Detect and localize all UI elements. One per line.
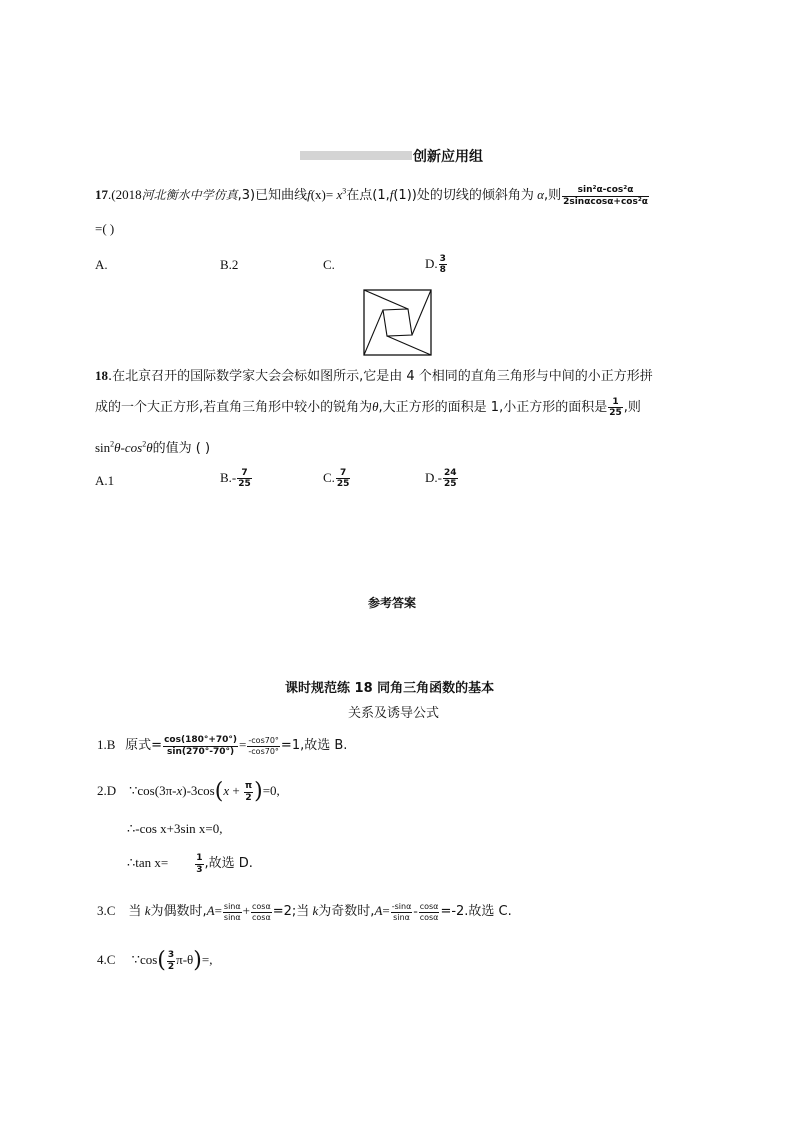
answers-heading: 参考答案 (368, 596, 417, 610)
q18-number: 18 (95, 368, 108, 383)
q18-line-1: 18.在北京召开的国际数学家大会会标如图所示,它是由 4 个相同的直角三角形与中间的小正方形拼 (95, 368, 653, 384)
q18-line-2: 成的一个大正方形,若直角三角形中较小的锐角为θ,大正方形的面积是 1,小正方形的面积是 $\frac{1}{25}$ ,则 (95, 396, 641, 418)
answer-2-line-3: ∴tan x= $\frac{1}{3}$ ,故选 D. (127, 853, 253, 875)
q17-blank: =( ) (95, 221, 115, 236)
answer-1: 1.B 原式= $\frac{\cos(180^\circ+70^\circ)}{\sin(270^\circ-70^\circ)}$ = $\frac{-\cos 70^\circ}{-\cos 70^\circ}$ =1,故选 B. (97, 735, 348, 757)
answer-3: 3.C 当 k为偶数时,A= $\frac{\sin\alpha}{\sin\alpha}$ + $\frac{\cos\alpha}{\cos\alpha}$ =2;当 k为奇数时,A= $\frac{-\sin\alpha}{\sin\alpha}$ - $\frac{\cos\alpha}{\cos\alpha}$ =-2.故选 C. (97, 902, 512, 922)
q17-fraction: $\frac{\text{sin²α-cos²α}}{\text{2sinαcosα+cos²α}}$ (563, 185, 648, 207)
answer-2-line-1: 2.D ∵cos(3π-x)-3cos(x + $\frac{\pi}{2}$ )=0, (97, 779, 280, 804)
q18-line-3: $\sin^2\theta-\cos^2\theta$的值为 ( ) (95, 439, 211, 456)
section-bar (300, 151, 412, 160)
triangle-edge-2 (412, 290, 431, 335)
triangle-edge-1 (364, 290, 408, 309)
answer-4-tag: 4.C (97, 951, 116, 967)
triangle-edge-4 (364, 310, 383, 355)
answer-1-tag: 1.B (97, 737, 116, 752)
q18-option-c[interactable]: C. $\frac{7}{25}$ (323, 468, 350, 490)
answer-4: 4.C ∵cos( $\frac{3}{2}$ π-θ)=, (97, 948, 213, 973)
answer-2-tag: 2.D (97, 782, 117, 798)
q17-number: 17 (95, 187, 108, 202)
q17-stem: 17.(2018河北衡水中学仿真,3)已知曲线$f(x)= x^3$在点(1,f(1))处的切线的倾斜角为 α,则 $\frac{\text{sin²α-cos²α}}{\text{2sinαcosα+cos²α}}$ (95, 185, 648, 207)
q17-option-b[interactable]: B.2 (220, 257, 239, 272)
q18-option-a[interactable]: A.1 (95, 473, 115, 488)
inner-square (383, 309, 412, 336)
section-title: 创新应用组 (413, 149, 483, 165)
lesson-title-line-2: 关系及诱导公式 (348, 706, 440, 721)
q18-option-d[interactable]: D.- $\frac{24}{25}$ (425, 468, 457, 490)
q17-option-c[interactable]: C. (323, 257, 335, 272)
triangle-edge-3 (387, 336, 431, 355)
q17-option-d[interactable]: D. $\frac{3}{8}$ (425, 254, 446, 276)
pinwheel-square-figure (363, 289, 433, 357)
answer-2-line-2: ∴-cos x+3sin x=0, (127, 821, 223, 836)
answer-3-tag: 3.C (97, 903, 116, 918)
outer-square (364, 290, 431, 355)
lesson-title-line-1: 课时规范练 18 同角三角函数的基本 (285, 681, 495, 696)
q17-option-a[interactable]: A. (95, 257, 108, 272)
q18-option-b[interactable]: B.- $\frac{7}{25}$ (220, 468, 251, 490)
q17-source: 河北衡水中学仿真 (141, 188, 238, 202)
